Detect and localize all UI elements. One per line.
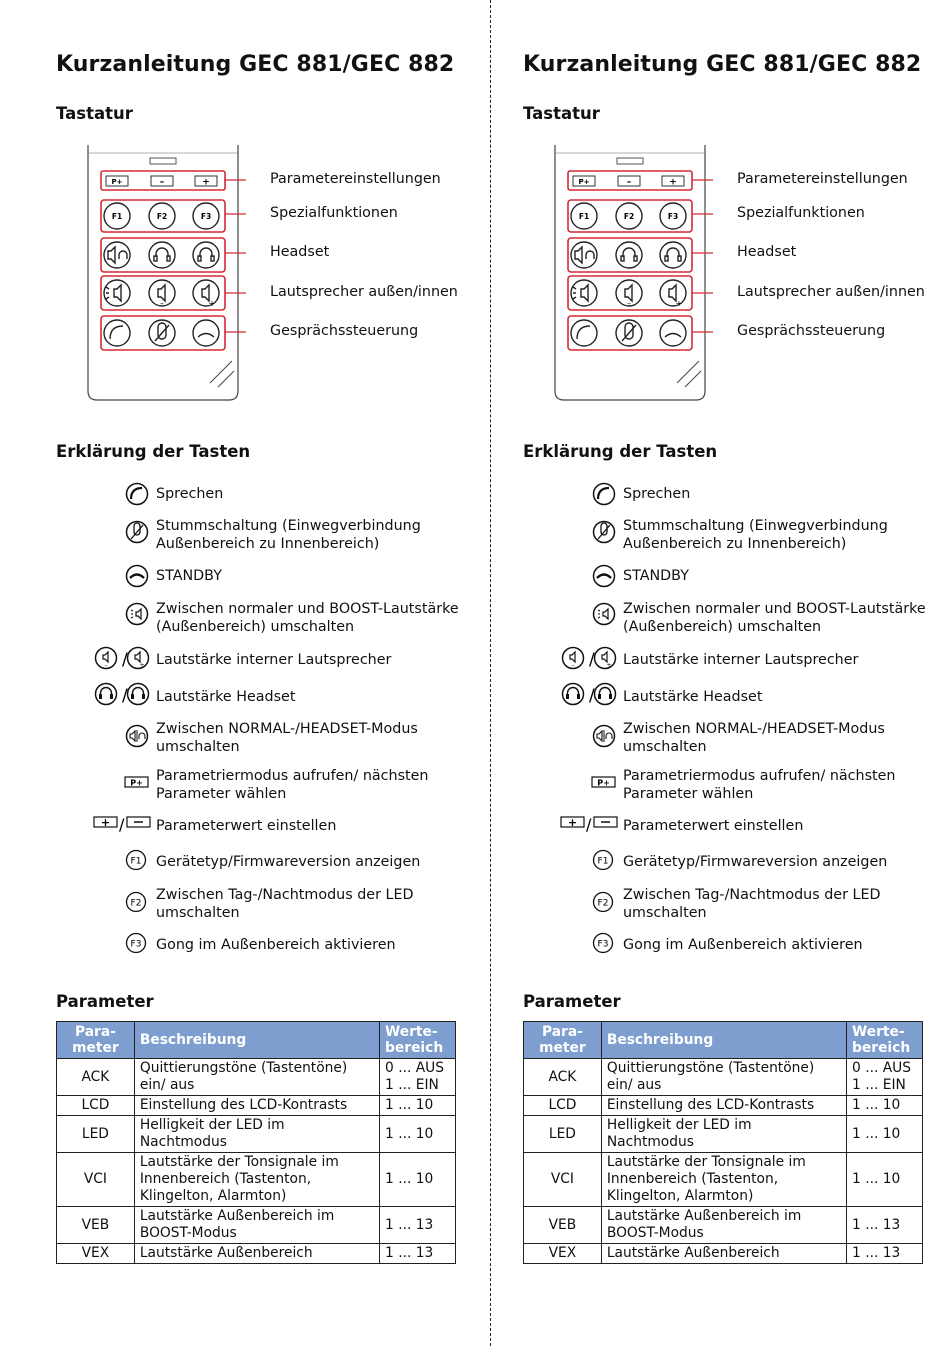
key-text: Lautstärke Headset (623, 689, 763, 705)
cell-param: VEX (57, 1244, 135, 1264)
svg-text:+: + (202, 177, 210, 188)
handset-hangup-icon (125, 564, 149, 588)
col-header-beschreibung: Beschreibung (601, 1022, 846, 1059)
key-text: Sprechen (623, 486, 691, 502)
key-text: Parameterwert einstellen (623, 818, 804, 834)
callout-gespraechssteuerung: Gesprächssteuerung (270, 323, 419, 339)
cell-desc: Lautstärke der Tonsignale im Innenbereich (Tastenton, Klingelton, Alarmton) (601, 1153, 846, 1207)
parameter-table (523, 1021, 923, 1264)
svg-text:–: – (626, 177, 632, 188)
callout-lautsprecher: Lautsprecher außen/innen (737, 284, 925, 300)
cell-range: 1 ... 13 (380, 1207, 456, 1244)
svg-text:+: + (100, 816, 111, 829)
table-row (524, 1096, 923, 1116)
cell-range: 0 ... AUS 1 ... EIN (380, 1059, 456, 1096)
svg-text:+: + (606, 662, 612, 669)
cell-param: ACK (57, 1059, 135, 1096)
section-tastatur: Tastatur (56, 104, 133, 123)
section-parameter: Parameter (523, 992, 621, 1011)
svg-text:F2: F2 (156, 212, 168, 221)
f2-key-icon (592, 891, 614, 913)
plus-minus-key-icon (93, 815, 153, 833)
callout-parametereinstellungen: Parametereinstellungen (737, 171, 908, 187)
cell-desc: Einstellung des LCD-Kontrasts (601, 1096, 846, 1116)
svg-text:/: / (589, 650, 595, 670)
plus-minus-key-icon (560, 815, 620, 833)
svg-text:/: / (589, 686, 595, 706)
callout-lautsprecher: Lautsprecher außen/innen (270, 284, 458, 300)
f3-key-icon (592, 932, 614, 954)
f3-key-icon (125, 932, 147, 954)
cell-param: VEB (57, 1207, 135, 1244)
callout-headset: Headset (270, 244, 330, 260)
headset-volume-icon (561, 682, 617, 708)
table-row (57, 1244, 456, 1264)
cell-desc: Lautstärke Außenbereich (134, 1244, 379, 1264)
svg-text:P+: P+ (130, 778, 143, 788)
table-row (524, 1116, 923, 1153)
svg-text:P+: P+ (111, 178, 123, 186)
cell-desc: Lautstärke Außenbereich im BOOST-Modus (601, 1207, 846, 1244)
table-row (57, 1153, 456, 1207)
headset-volume-icon (94, 682, 150, 708)
svg-text:+: + (208, 299, 216, 308)
callout-spezialfunktionen: Spezialfunktionen (270, 205, 398, 221)
svg-text:F1: F1 (597, 856, 609, 867)
key-text: Zwischen normaler und BOOST-Lautstärke (Außenbereich) umschalten (623, 601, 926, 635)
keypad-illustration (553, 145, 707, 401)
boost-speaker-icon (592, 602, 616, 626)
svg-text:F2: F2 (130, 898, 142, 909)
section-erklaerung: Erklärung der Tasten (523, 442, 718, 461)
section-tastatur: Tastatur (523, 104, 600, 123)
page-title: Kurzanleitung GEC 881/GEC 882 (56, 52, 455, 77)
right-panel (523, 0, 943, 1346)
table-row (524, 1059, 923, 1096)
svg-text:F2: F2 (623, 212, 635, 221)
table-row (57, 1116, 456, 1153)
cell-range: 0 ... AUS 1 ... EIN (847, 1059, 923, 1096)
cell-desc: Lautstärke Außenbereich im BOOST-Modus (134, 1207, 379, 1244)
svg-text:–: – (571, 662, 575, 669)
cell-range: 1 ... 10 (380, 1096, 456, 1116)
svg-text:/: / (122, 650, 128, 670)
section-parameter: Parameter (56, 992, 154, 1011)
cell-desc: Einstellung des LCD-Kontrasts (134, 1096, 379, 1116)
svg-text:F3: F3 (200, 212, 212, 221)
handset-hangup-icon (592, 564, 616, 588)
handset-talk-icon (592, 482, 616, 506)
cell-range: 1 ... 13 (380, 1244, 456, 1264)
cell-param: VCI (57, 1153, 135, 1207)
mute-icon (125, 520, 149, 544)
section-erklaerung: Erklärung der Tasten (56, 442, 251, 461)
svg-text:F2: F2 (597, 898, 609, 909)
callout-spezialfunktionen: Spezialfunktionen (737, 205, 865, 221)
svg-text:F1: F1 (578, 212, 590, 221)
table-header (524, 1022, 923, 1059)
cell-param: LED (57, 1116, 135, 1153)
key-text: STANDBY (623, 568, 689, 584)
key-text: Zwischen NORMAL-/HEADSET-Modus umschalten (156, 721, 418, 755)
svg-text:/: / (119, 815, 125, 833)
left-panel (56, 0, 476, 1346)
cell-param: ACK (524, 1059, 602, 1096)
key-text: Zwischen NORMAL-/HEADSET-Modus umschalten (623, 721, 885, 755)
table-row (524, 1207, 923, 1244)
mute-icon (592, 520, 616, 544)
parameter-table (56, 1021, 456, 1264)
table-row (524, 1153, 923, 1207)
key-text: Parametriermodus aufrufen/ nächsten Parameter wählen (623, 768, 896, 802)
svg-text:F3: F3 (667, 212, 679, 221)
svg-text:F1: F1 (130, 856, 142, 867)
cell-range: 1 ... 10 (847, 1153, 923, 1207)
f1-key-icon (125, 849, 147, 871)
svg-text:F1: F1 (111, 212, 123, 221)
cell-param: LCD (57, 1096, 135, 1116)
cell-param: VEX (524, 1244, 602, 1264)
cell-desc: Helligkeit der LED im Nachtmodus (601, 1116, 846, 1153)
key-text: Sprechen (156, 486, 224, 502)
table-row (57, 1207, 456, 1244)
keypad-illustration (86, 145, 240, 401)
p-plus-key-icon (124, 776, 150, 789)
boost-speaker-icon (125, 602, 149, 626)
cell-param: LED (524, 1116, 602, 1153)
mode-switch-icon (125, 724, 149, 748)
key-text: Gerätetyp/Firmwareversion anzeigen (156, 854, 421, 870)
callout-gespraechssteuerung: Gesprächssteuerung (737, 323, 886, 339)
speaker-volume-icon (94, 646, 150, 672)
page-title: Kurzanleitung GEC 881/GEC 882 (523, 52, 922, 77)
key-text: Zwischen Tag-/Nachtmodus der LED umschalten (156, 887, 414, 921)
cell-desc: Lautstärke der Tonsignale im Innenbereich (Tastenton, Klingelton, Alarmton) (134, 1153, 379, 1207)
svg-text:+: + (139, 662, 145, 669)
cell-range: 1 ... 10 (847, 1116, 923, 1153)
key-text: Stummschaltung (Einwegverbindung Außenbereich zu Innenbereich) (156, 518, 421, 552)
cell-desc: Quittierungstöne (Tastentöne) ein/ aus (601, 1059, 846, 1096)
svg-text:–: – (160, 299, 164, 308)
key-text: Zwischen normaler und BOOST-Lautstärke (Außenbereich) umschalten (156, 601, 459, 635)
col-header-parameter: Para-meter (57, 1022, 135, 1059)
cell-range: 1 ... 13 (847, 1244, 923, 1264)
cell-range: 1 ... 10 (380, 1153, 456, 1207)
callout-headset: Headset (737, 244, 797, 260)
key-text: Gong im Außenbereich aktivieren (623, 937, 863, 953)
key-text: Gong im Außenbereich aktivieren (156, 937, 396, 953)
key-text: Parametriermodus aufrufen/ nächsten Parameter wählen (156, 768, 429, 802)
svg-text:/: / (586, 815, 592, 833)
cell-param: VEB (524, 1207, 602, 1244)
svg-text:/: / (122, 686, 128, 706)
col-header-wertebereich: Werte-bereich (847, 1022, 923, 1059)
cell-desc: Lautstärke Außenbereich (601, 1244, 846, 1264)
table-header (57, 1022, 456, 1059)
key-text: Stummschaltung (Einwegverbindung Außenbereich zu Innenbereich) (623, 518, 888, 552)
key-text: Lautstärke Headset (156, 689, 296, 705)
speaker-volume-icon (561, 646, 617, 672)
keypad-drawing (86, 145, 246, 405)
cut-line (490, 0, 491, 1346)
key-text: Parameterwert einstellen (156, 818, 337, 834)
mode-switch-icon (592, 724, 616, 748)
table-row (524, 1244, 923, 1264)
key-text: Gerätetyp/Firmwareversion anzeigen (623, 854, 888, 870)
svg-text:–: – (627, 299, 631, 308)
col-header-beschreibung: Beschreibung (134, 1022, 379, 1059)
keypad-drawing (553, 145, 713, 405)
svg-text:P+: P+ (597, 778, 610, 788)
key-text: Lautstärke interner Lautsprecher (623, 652, 859, 668)
handset-talk-icon (125, 482, 149, 506)
table-row (57, 1096, 456, 1116)
f1-key-icon (592, 849, 614, 871)
col-header-parameter: Para-meter (524, 1022, 602, 1059)
svg-text:+: + (675, 299, 683, 308)
svg-text:F3: F3 (130, 939, 142, 950)
col-header-wertebereich: Werte-bereich (380, 1022, 456, 1059)
cell-range: 1 ... 10 (380, 1116, 456, 1153)
svg-text:+: + (567, 816, 578, 829)
cell-range: 1 ... 13 (847, 1207, 923, 1244)
table-row (57, 1059, 456, 1096)
cell-range: 1 ... 10 (847, 1096, 923, 1116)
cell-param: VCI (524, 1153, 602, 1207)
cell-param: LCD (524, 1096, 602, 1116)
svg-text:–: – (104, 662, 108, 669)
cell-desc: Quittierungstöne (Tastentöne) ein/ aus (134, 1059, 379, 1096)
key-text: STANDBY (156, 568, 222, 584)
svg-text:P+: P+ (578, 178, 590, 186)
key-text: Lautstärke interner Lautsprecher (156, 652, 392, 668)
p-plus-key-icon (591, 776, 617, 789)
key-text: Zwischen Tag-/Nachtmodus der LED umschalten (623, 887, 881, 921)
callout-parametereinstellungen: Parametereinstellungen (270, 171, 441, 187)
cell-desc: Helligkeit der LED im Nachtmodus (134, 1116, 379, 1153)
svg-text:F3: F3 (597, 939, 609, 950)
svg-text:+: + (669, 177, 677, 188)
svg-text:–: – (159, 177, 165, 188)
f2-key-icon (125, 891, 147, 913)
